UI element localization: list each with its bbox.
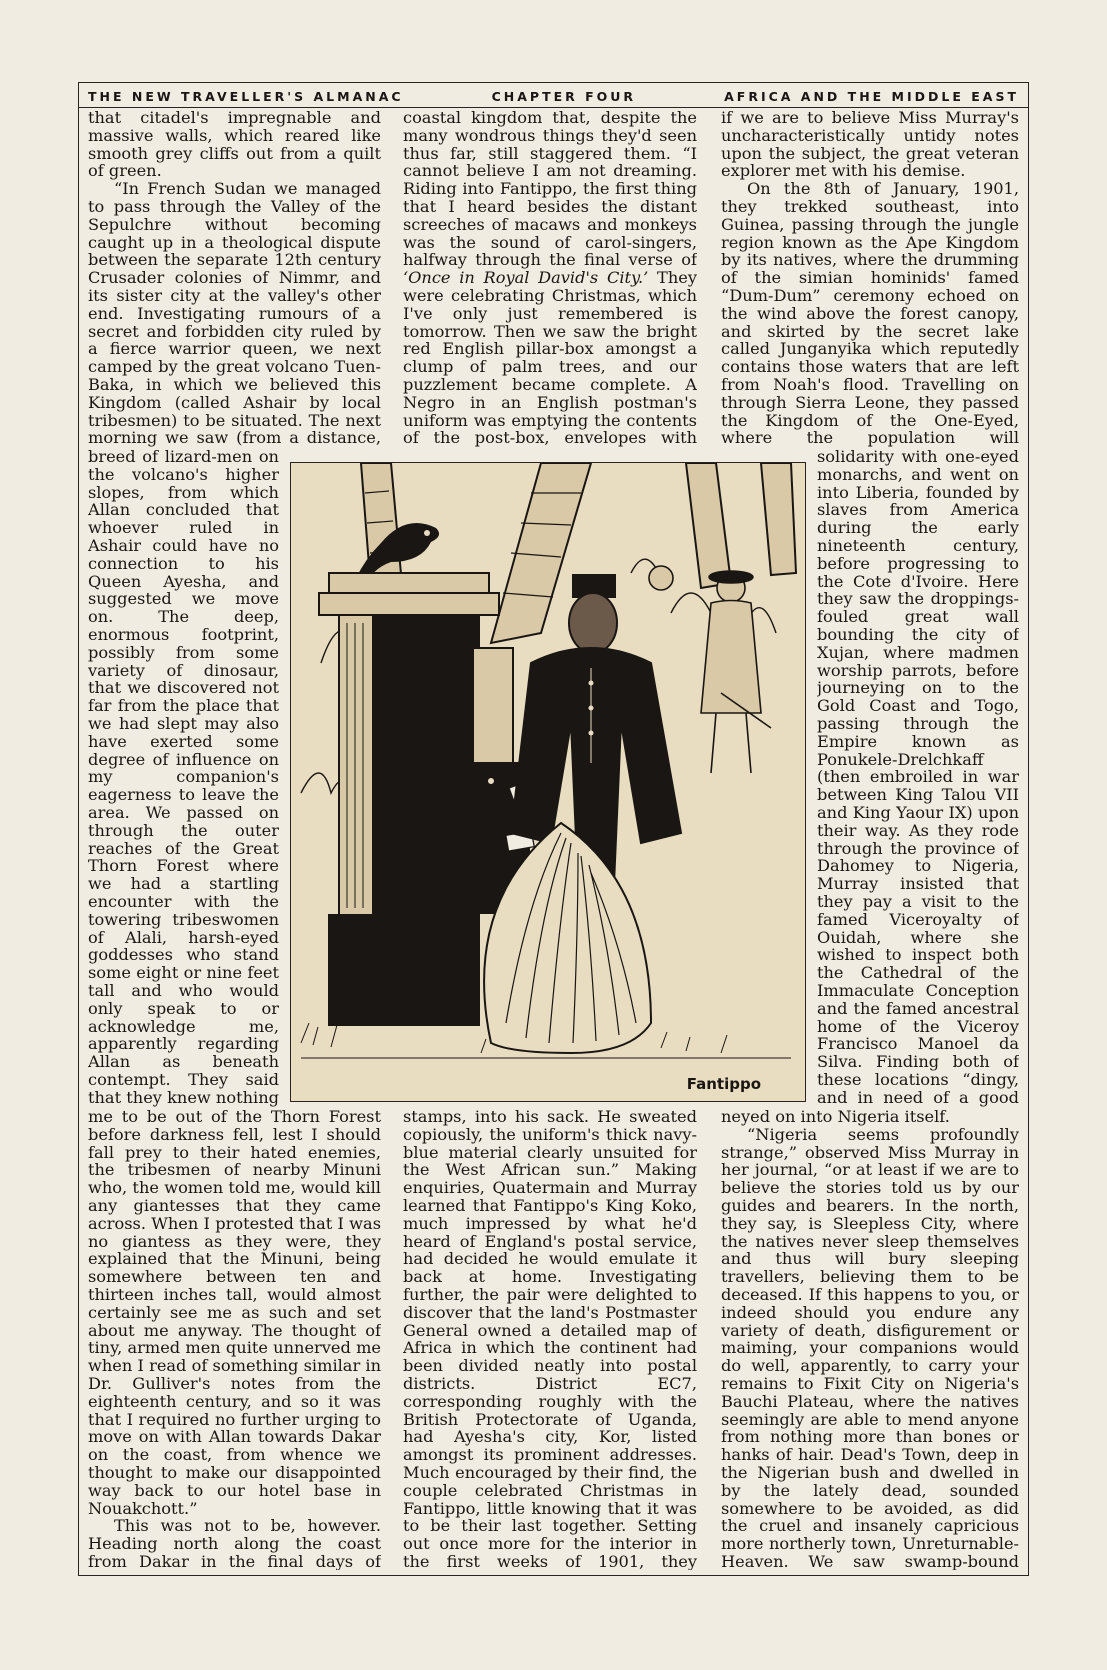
paragraph: “In French Sudan we managed to pass through the Valley of the Sepulchre without becoming caught up in a theological dispute between the separate 12th century Crusader colonies of Nimmr, and its sister city at the valley's other end. Investigating rumours of a secret and forbidden city ruled by a fierce warrior queen, we next camped by the great volcano Tuen-Baka, in which we believed this Kingdom (called Ashair by local tribesmen) to be situated. The next morning we saw (from a distance, (88, 179, 381, 447)
text-run: coastal kingdom that, despite the many wondrous things they'd seen thus far, still staggered them. “I cannot believe I am not dreaming. Riding into Fantippo, the first thing that I heard besides the distant screeches of macaws and monkeys was the sound of carol-singers, halfway through the final verse of (403, 109, 697, 270)
column-1-top (88, 109, 381, 447)
text-run: They were celebrating Christmas, which I've only just remembered is tomorrow. Then we saw the bright red English pillar-box amongst a clump of palm trees, and our puzzlement became complete. A Negro in an English postman's uniform was emptying the contents of the post-box, envelopes with (403, 268, 697, 447)
paragraph: me to be out of the Thorn Forest before darkness fell, lest I should fall prey to their hated enemies, the tribesmen of nearby Minuni who, the women told me, would kill any giantesses that they came across. When I protested that I was no giantess as they were, they explained that the Minuni, being somewhere between ten and thirteen inches tall, would almost certainly see me as such and set about me anyway. The thought of tiny, armed men quite unnerved me when I read of something similar in Dr. Gulliver's notes from the eighteenth century, and so it was that I required no further urging to move on with Allan towards Dakar on the coast, from whence we thought to make our disappointed way back to our hotel base in Nouakchott.” (88, 1108, 381, 1518)
column-2-bottom (403, 1108, 697, 1570)
header-book-title: THE NEW TRAVELLER'S ALMANAC (88, 89, 404, 104)
paragraph: solidarity with one-eyed monarchs, and went on into Liberia, founded by slaves from America during the early nineteenth century, before progressing to the Cote d'Ivoire. Here they saw the droppings-fouled great wall bounding the city of Xujan, where madmen worship parrots, before journeying on to the Gold Coast and Togo, passing through the Empire known as Ponukele-Drelchkaff (then embroiled in war between King Talou VII and King Yaour IX) upon their way. As they rode through the province of Dahomey to Nigeria, Murray insisted that they pay a visit to the famed Viceroyalty of Ouidah, where she wished to inspect both the Cathedral of the Immaculate Conception and the famed ancestral home of the Viceroy Francisco Manoel da Silva. Finding both of these locations “dingy, and in need of a good (817, 448, 1019, 1107)
paragraph: neyed on into Nigeria itself. (721, 1108, 950, 1126)
header-divider (78, 107, 1029, 108)
header-section: AFRICA AND THE MIDDLE EAST (724, 89, 1019, 104)
paragraph: if we are to believe Miss Murray's uncharacteristically untidy notes upon the subject, the great veteran explorer met with his demise. (721, 109, 1019, 181)
song-title: ‘Once in Royal David's City.’ (403, 268, 649, 288)
paragraph (403, 109, 697, 447)
column-3-bottom (721, 1108, 1019, 1570)
running-header (88, 89, 1019, 105)
background-figures (649, 566, 771, 773)
paragraph: On the 8th of January, 1901, they trekked southeast, into Guinea, passing through the jungle region known as the Ape Kingdom by its natives, where the drumming of the simian hominids' famed “Dum-Dum” ceremony echoed on the wind above the forest canopy, and skirted by the secret lake called Junganyika which reputedly contains those waters that are left from Noah's flood. Travelling on through Sierra Leone, they passed the Kingdom of the One-Eyed, where the population will (721, 179, 1019, 447)
paragraph: that citadel's impregnable and massive walls, which reared like smooth grey cliffs out from a quilt of green. (88, 109, 381, 181)
paragraph: “Nigeria seems profoundly strange,” observed Miss Murray in her journal, “or at least if we are to believe the stories told us by our guides and bearers. In the north, they say, is Sleepless City, where the natives never sleep themselves and thus will bury sleeping travellers, believing them to be deceased. If this happens to you, or indeed should you endure any variety of death, disfigurement or maiming, your companions would do well, apparently, to carry your remains to Fixit City on Nigeria's Bauchi Plateau, where the natives seemingly are able to mend anyone from nothing more than bones or hanks of hair. Dead's Town, deep in the Nigerian bush and dwelled in by the lately dead, sounded somewhere to be avoided, as did the cruel and insanely capricious more northerly town, Unreturnable-Heaven. We saw swamp-bound (721, 1124, 1019, 1570)
column-1-bottom (88, 1108, 381, 1570)
column-1-narrow (88, 448, 279, 1107)
paragraph: This was not to be, however. Heading north along the coast from Dakar in the final days of (88, 1516, 381, 1570)
fantippo-illustration (290, 462, 806, 1102)
paragraph: breed of lizard-men on the volcano's higher slopes, from which Allan concluded that whoever ruled in Ashair could have no connection to his Queen Ayesha, and suggested we move on. The deep, enormous footprint, possibly from some variety of dinosaur, that we discovered not far from the place that we had slept may also have exerted some degree of influence on my companion's eagerness to leave the area. We passed on through the outer reaches of the Great Thorn Forest where we had a startling encounter with the towering tribeswomen of Alali, harsh-eyed goddesses who stand some eight or nine feet tall and who would only speak to or acknowledge me, apparently regarding Allan as beneath contempt. They said that they knew nothing (88, 448, 279, 1107)
column-3-narrow (817, 448, 1019, 1107)
column-3-top (721, 109, 1019, 447)
illustration-caption: Fantippo (686, 1075, 761, 1093)
column-2-top (403, 109, 697, 447)
header-chapter: CHAPTER FOUR (491, 89, 637, 104)
paragraph: stamps, into his sack. He sweated copiously, the uniform's thick navy-blue material clearly unsuited for the West African sun.” Making enquiries, Quatermain and Murray learned that Fantippo's King Koko, much impressed by what he'd heard of England's postal service, had decided he would emulate it back at home. Investigating further, the pair were delighted to discover that the land's Postmaster General owned a detailed map of Africa in which the continent had been divided neatly into postal districts. District EC7, corresponding roughly with the British Protectorate of Uganda, had Ayesha's city, Kor, listed amongst its prominent addresses. Much encouraged by their find, the couple celebrated Christmas in Fantippo, little knowing that it was to be their last together. Setting out once more for the interior in the first weeks of 1901, they (403, 1108, 697, 1570)
illustration-drawing (291, 463, 806, 1102)
